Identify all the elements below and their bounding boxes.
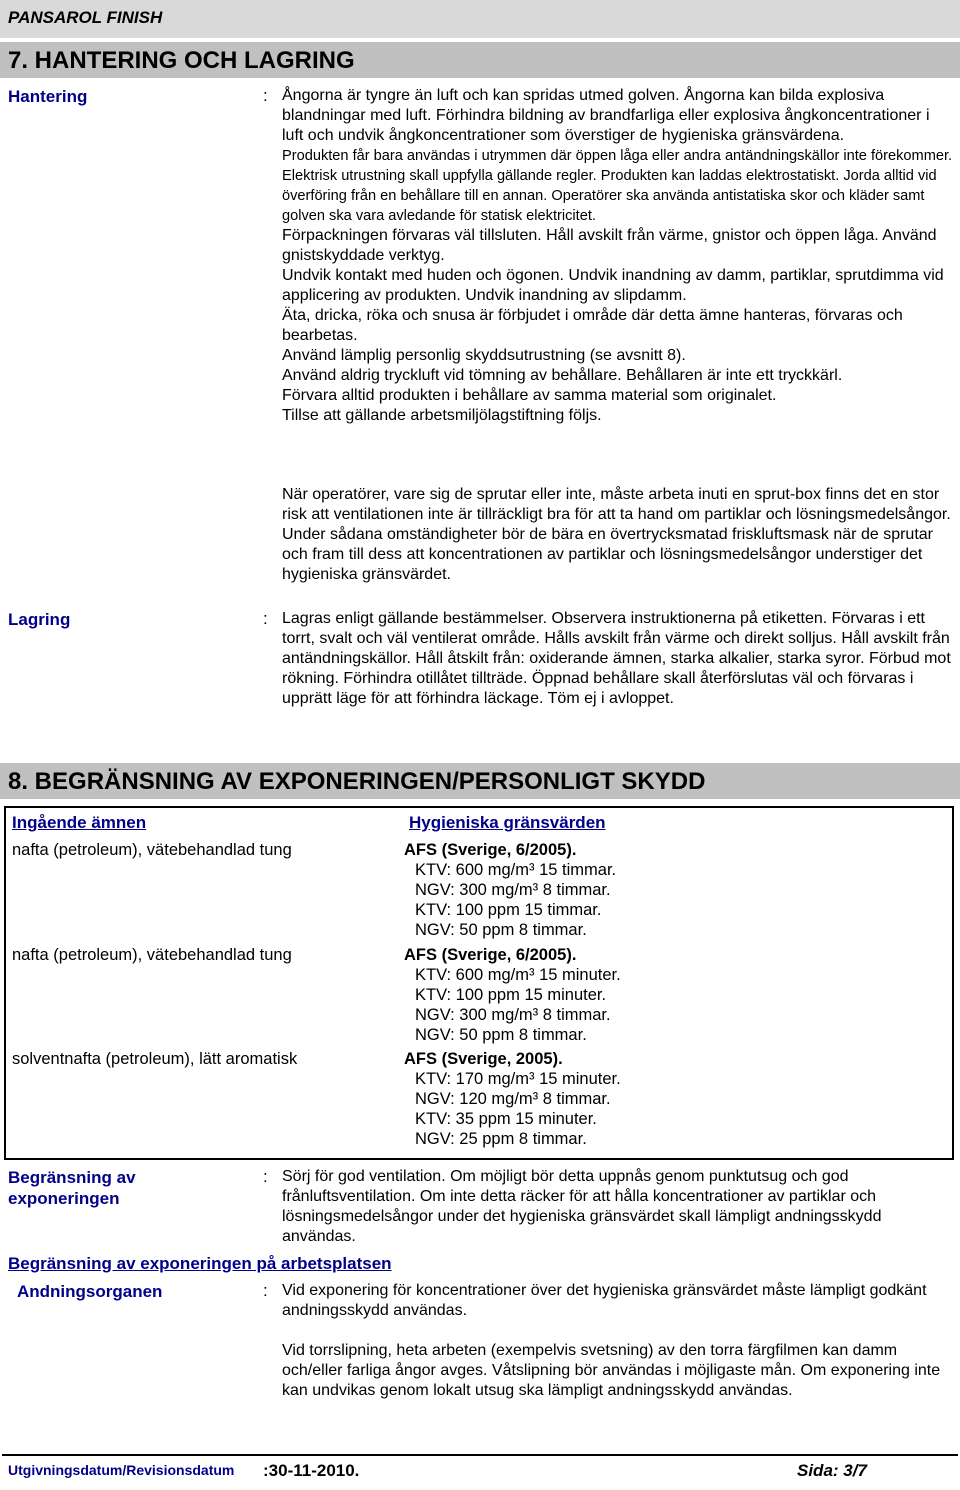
document-header <box>0 0 960 38</box>
footer-divider <box>2 1454 958 1456</box>
spray-box-paragraph: När operatörer, vare sig de sprutar eller inte, måste arbeta inuti en sprut-box finns det en stor risk att ventilationen inte är tillräckligt bra för att ta hand om partiklar och lösningsmedelsångor. Under sådana omständigheter bör de bära en övertrycksmatad friskluftsmask när de sprutar och fram till dess att koncentrationen av partiklar och lösningsmedelsångor understiger det hygieniska gränsvärdet. <box>282 486 951 583</box>
limit-value: NGV: 25 ppm 8 timmar. <box>415 1130 587 1148</box>
revision-date: :30-11-2010. <box>263 1461 360 1480</box>
limit-value: NGV: 300 mg/m³ 8 timmar. <box>415 1006 611 1024</box>
limit-values <box>404 945 621 1045</box>
storage-colon: : <box>263 609 268 628</box>
handling-paragraph: Förpackningen förvaras väl tillsluten. Håll avskilt från värme, gnistor och öppen låga. Använd gnistskyddade verktyg. <box>282 227 937 264</box>
handling-paragraph: Förvara alltid produkten i behållare av samma material som originalet. <box>282 387 777 404</box>
limit-value: KTV: 170 mg/m³ 15 minuter. <box>415 1070 621 1088</box>
limit-standard: AFS (Sverige, 2005). <box>404 1050 563 1068</box>
storage-label: Lagring <box>8 610 71 629</box>
limit-value: KTV: 35 ppm 15 minuter. <box>415 1110 597 1128</box>
section-7-title: 7. HANTERING OCH LAGRING <box>8 47 355 74</box>
handling-paragraph: Undvik kontakt med huden och ögonen. Undvik inandning av damm, partiklar, sprutdimma vid applicering av produkten. Undvik inandning av slipdamm. <box>282 267 944 304</box>
exposure-limitation-label: Begränsning av exponeringen <box>8 1168 136 1208</box>
substance-name: nafta (petroleum), vätebehandlad tung <box>12 841 292 859</box>
limit-value: NGV: 50 ppm 8 timmar. <box>415 1026 587 1044</box>
section-8-title: 8. BEGRÄNSNING AV EXPONERINGEN/PERSONLIGT SKYDD <box>8 768 706 795</box>
handling-paragraph: Använd aldrig tryckluft vid tömning av behållare. Behållaren är inte ett tryckkärl. <box>282 367 843 384</box>
dry-sanding-text: Vid torrslipning, heta arbeten (exempelvis svetsning) av den torra färgfilmen kan damm och/eller farliga ångor avges. Våtslipning bör användas i möjligaste mån. Om exponering inte kan undvikas genom lokalt utsug ska lämpligt andningsskydd användas. <box>282 1342 941 1399</box>
limit-values <box>404 1049 621 1149</box>
handling-paragraph: Tillse att gällande arbetsmiljölagstiftning följs. <box>282 407 602 424</box>
exposure-limitation-text: Sörj för god ventilation. Om möjligt bör detta uppnås genom punktutsug och god frånluftsventilation. Om inte detta räcker för att hålla koncentrationer av partiklar och lösningsmedelsångor under det hygieniska gränsvärdet skall lämpligt andningsskydd användas. <box>282 1168 882 1245</box>
limit-value: NGV: 120 mg/m³ 8 timmar. <box>415 1090 611 1108</box>
limit-value: KTV: 100 ppm 15 timmar. <box>415 901 602 919</box>
limit-value: KTV: 100 ppm 15 minuter. <box>415 986 607 1004</box>
handling-paragraph: Använd lämplig personlig skyddsutrustning (se avsnitt 8). <box>282 347 686 364</box>
page-number: Sida: 3/7 <box>797 1461 867 1480</box>
handling-paragraph: Ångorna är tyngre än luft och kan spridas utmed golven. Ångorna kan bilda explosiva blandningar med luft. Förhindra bildning av brandfarliga eller explosiva ångkoncentrationer i luft och undvik ångkoncentrationer som överstiger de hygieniska gränsvärdena. <box>282 87 930 144</box>
handling-paragraph: Äta, dricka, röka och snusa är förbjudet i område där detta ämne hanteras, förvaras och bearbetas. <box>282 307 903 344</box>
substance-name: nafta (petroleum), vätebehandlad tung <box>12 946 292 964</box>
section-7-heading <box>0 42 960 78</box>
respiratory-colon: : <box>263 1281 268 1300</box>
handling-colon: : <box>263 86 268 105</box>
handling-label: Hantering <box>8 87 88 106</box>
limits-column-header: Hygieniska gränsvärden <box>409 813 606 832</box>
handling-paragraph: Produkten får bara användas i utrymmen där öppen låga eller andra antändningskällor inte förekommer. Elektrisk utrustning skall uppfylla gällande regler. Produkten kan laddas elektrostatiskt. Jorda alltid vid överföring från en behållare till en annan. Operatörer ska använda antistatiska skor och kläder samt golven ska vara avledande för statisk elektricitet. <box>282 148 953 224</box>
workplace-exposure-heading: Begränsning av exponeringen på arbetsplatsen <box>8 1254 392 1273</box>
exposure-limitation-colon: : <box>263 1167 268 1186</box>
substance-name: solventnafta (petroleum), lätt aromatisk <box>12 1050 298 1068</box>
limit-value: NGV: 50 ppm 8 timmar. <box>415 921 587 939</box>
limit-standard: AFS (Sverige, 6/2005). <box>404 946 577 964</box>
respiratory-text: Vid exponering för koncentrationer över det hygieniska gränsvärdet måste lämpligt godkänt andningsskydd användas. <box>282 1282 927 1319</box>
revision-date-label: Utgivningsdatum/Revisionsdatum <box>8 1462 235 1478</box>
limit-value: KTV: 600 mg/m³ 15 timmar. <box>415 861 617 879</box>
product-name: PANSAROL FINISH <box>8 8 163 27</box>
respiratory-label: Andningsorganen <box>17 1282 163 1301</box>
storage-text: Lagras enligt gällande bestämmelser. Observera instruktionerna på etiketten. Förvaras i ett torrt, svalt och väl ventilerat område. Hålls avskilt från värme och direkt solljus. Håll avskilt från antändningskällor. Håll åtskilt från: oxiderande ämnen, starka alkalier, starka syror. Förbud mot rökning. Förhindra otillåtet tillträde. Öppnad behållare skall återförslutas väl och förvaras i upprätt läge för att förhindra läckage. Töm ej i avloppet. <box>282 610 951 707</box>
handling-text <box>282 86 954 426</box>
ingredients-column-header: Ingående ämnen <box>12 813 147 832</box>
limit-value: NGV: 300 mg/m³ 8 timmar. <box>415 881 611 899</box>
limit-values <box>404 840 616 940</box>
limit-standard: AFS (Sverige, 6/2005). <box>404 841 577 859</box>
section-8-heading <box>0 763 960 799</box>
limit-value: KTV: 600 mg/m³ 15 minuter. <box>415 966 621 984</box>
